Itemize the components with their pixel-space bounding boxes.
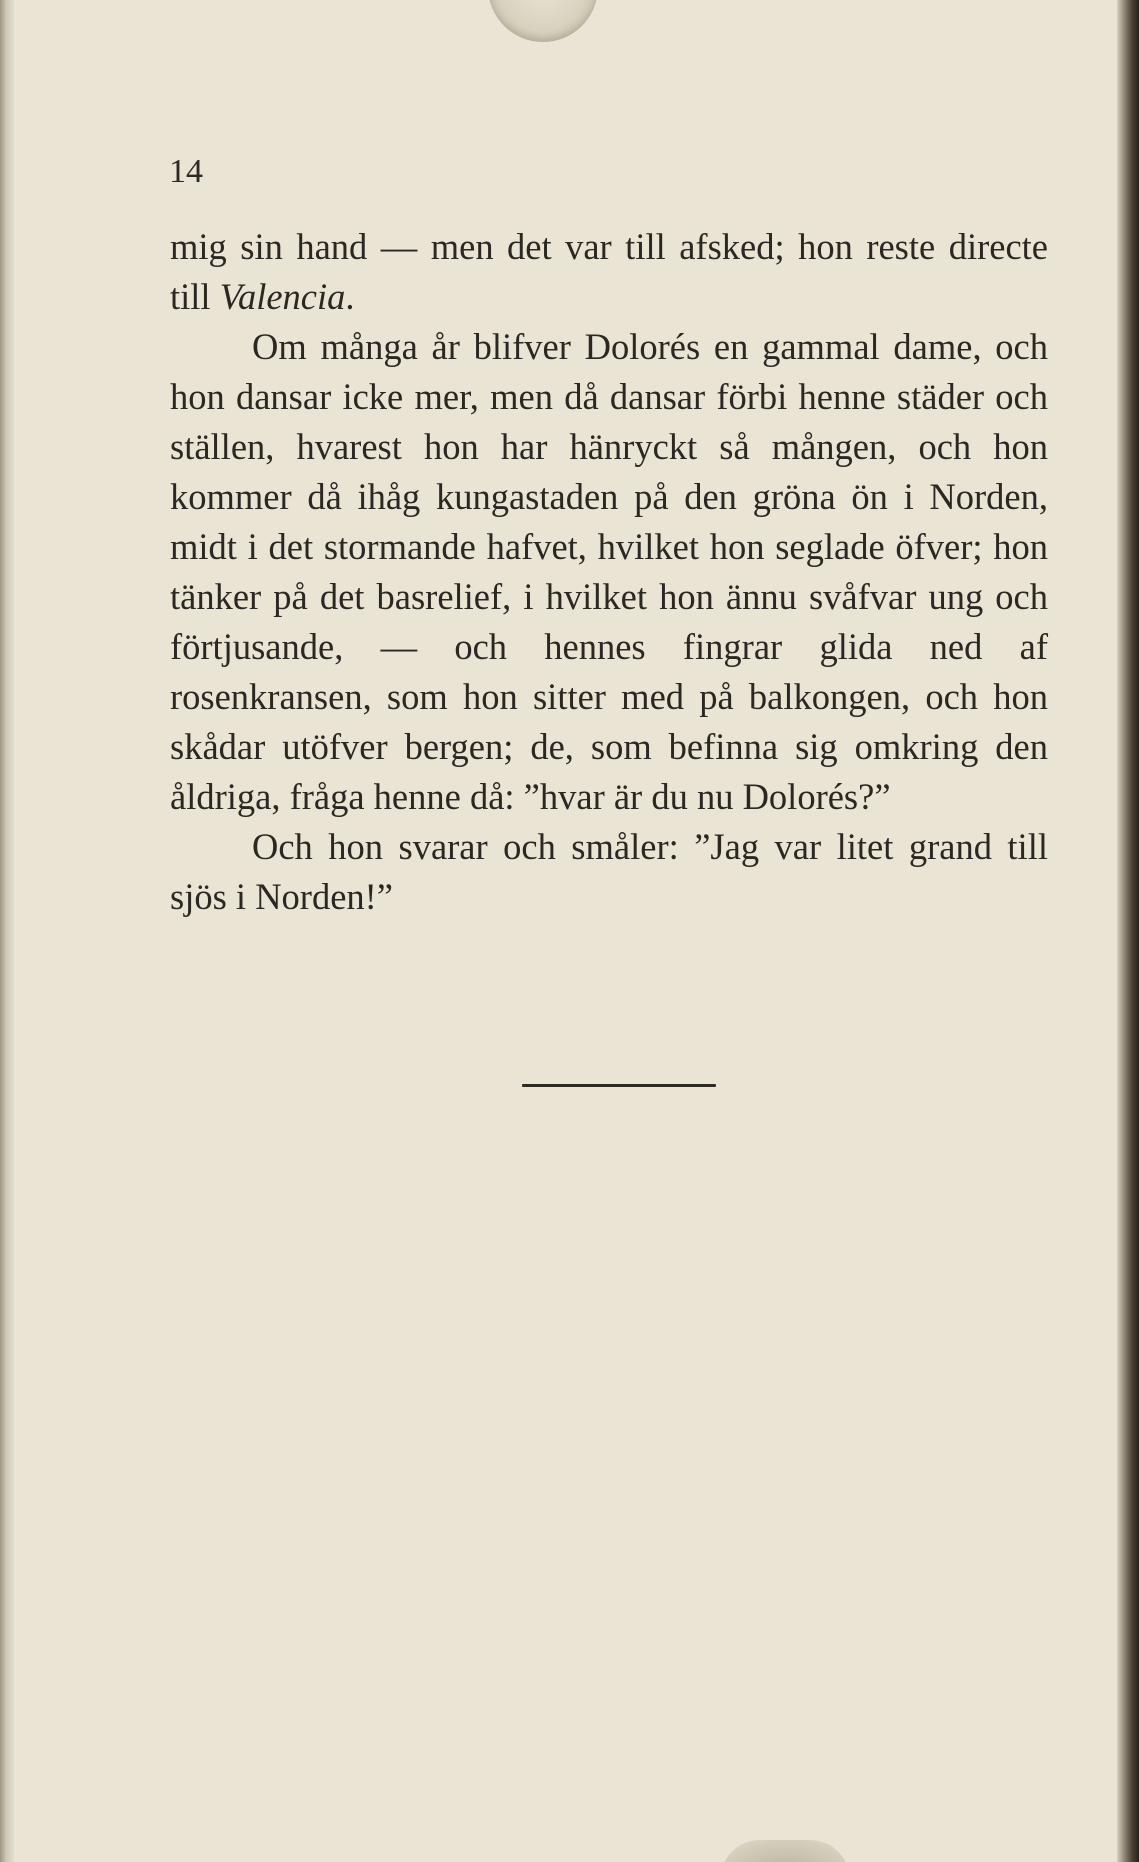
place-name: Valencia <box>219 276 346 317</box>
page-left-edge <box>0 0 14 1862</box>
section-divider <box>522 1084 716 1087</box>
body-text <box>170 222 1048 922</box>
book-spine-shadow <box>1117 0 1139 1862</box>
paragraph-1 <box>170 222 1048 322</box>
page-number: 14 <box>169 153 203 190</box>
paragraph-1-end: . <box>345 276 355 317</box>
paragraph-2: Om många år blifver Dolorés en gammal dame, och hon dansar icke mer, men då dansar förbi henne städer och ställen, hvarest hon har hänryckt så mången, och hon kommer då ihåg kungastaden på den gröna ön i Norden, midt i det stormande hafvet, hvilket hon seglade öfver; hon tänker på det basrelief, i hvilket hon ännu svåfvar ung och förtjusande, — och hennes fingrar glida ned af rosenkransen, som hon sitter med på balkongen, och hon skådar utöfver bergen; de, som befinna sig omkring den åldriga, fråga henne då: ”hvar är du nu Dolorés?” <box>170 326 1048 817</box>
paragraph-1-text: mig sin hand — men det var till afsked; hon reste directe till <box>170 226 1048 317</box>
paragraph-3: Och hon svarar och småler: ”Jag var litet grand till sjös i Norden!” <box>170 826 1048 917</box>
